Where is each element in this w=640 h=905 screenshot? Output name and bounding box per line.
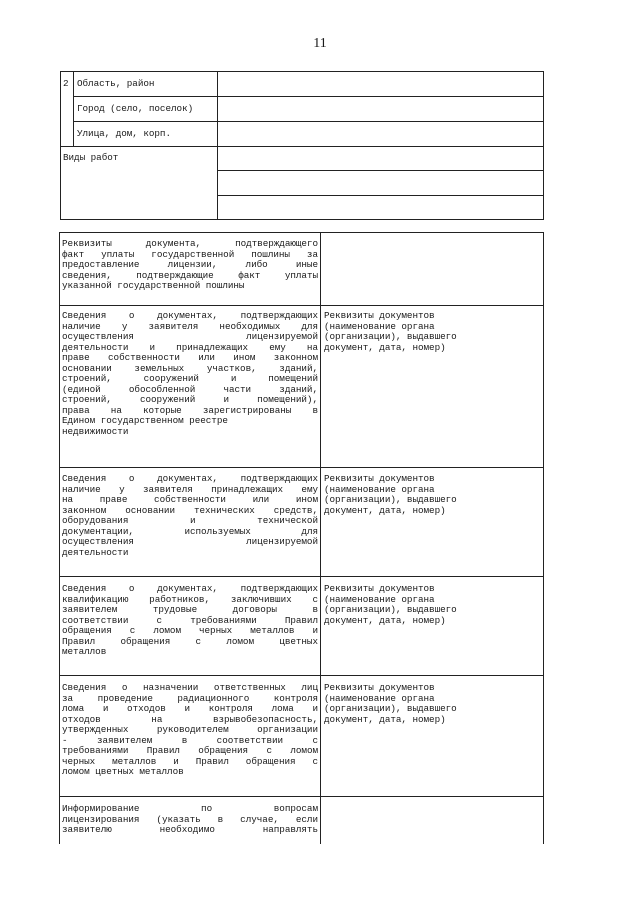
responsible-persons-text: Сведения о назначении ответственных лиц за проведение радиационного контроля лома и отходов и контроля лома и отходов на взрывобезопасность, утвержденных руководителем организации - заявителем в соответствии с требованиями Правил обращения с ломом черных металлов и Правил обращения с ломом цветных металлов — [62, 682, 318, 777]
page-number: 11 — [313, 36, 327, 51]
document-requisites-text: Реквизиты документов (наименование органа (организации), выдавшего документ, дата, номер) — [324, 473, 457, 516]
land-buildings-text: Сведения о документах, подтверждающих наличие у заявителя необходимых для осуществления лицензируемой деятельности и принадлежащих ему на праве собственности или ином законном основании земельных участков, зданий, строений, сооружений и помещений (единой обособленной части зданий, строений, сооружений и помещений), права на которые зарегистрированы в Едином государственном реестре недвижимости — [62, 310, 318, 437]
licensing-info-text: Информирование по вопросам лицензирования (указать в случае, если заявителю необходимо направлять — [62, 803, 318, 835]
document-requisites-text: Реквизиты документов (наименование органа (организации), выдавшего документ, дата, номер) — [324, 682, 457, 725]
street-label: Улица, дом, корп. — [77, 128, 171, 139]
city-label: Город (село, поселок) — [77, 103, 194, 114]
staff-qualification-text: Сведения о документах, подтверждающих квалификацию работников, заключивших с заявителем трудовые договоры в соответствии с требованиями Правил обращения с ломом черных металлов и Правил обращения с ломом цветных металлов — [62, 583, 318, 657]
region-label: Область, район — [77, 78, 155, 89]
payment-details-text: Реквизиты документа, подтверждающего факт уплаты государственной пошлины за предоставление лицензии, либо иные сведения, подтверждающие факт уплаты указанной государственной пошлины — [62, 238, 318, 291]
document-requisites-text: Реквизиты документов (наименование органа (организации), выдавшего документ, дата, номер) — [324, 583, 457, 626]
address-row-number: 2 — [63, 78, 69, 89]
technical-means-text: Сведения о документах, подтверждающих наличие у заявителя принадлежащих ему на праве собственности или ином законном основании технических средств, оборудования и технической документации, используемых для осуществления лицензируемой деятельности — [62, 473, 318, 558]
work-types-label: Виды работ — [63, 152, 119, 163]
document-requisites-text: Реквизиты документов (наименование органа (организации), выдавшего документ, дата, номер) — [324, 310, 457, 353]
